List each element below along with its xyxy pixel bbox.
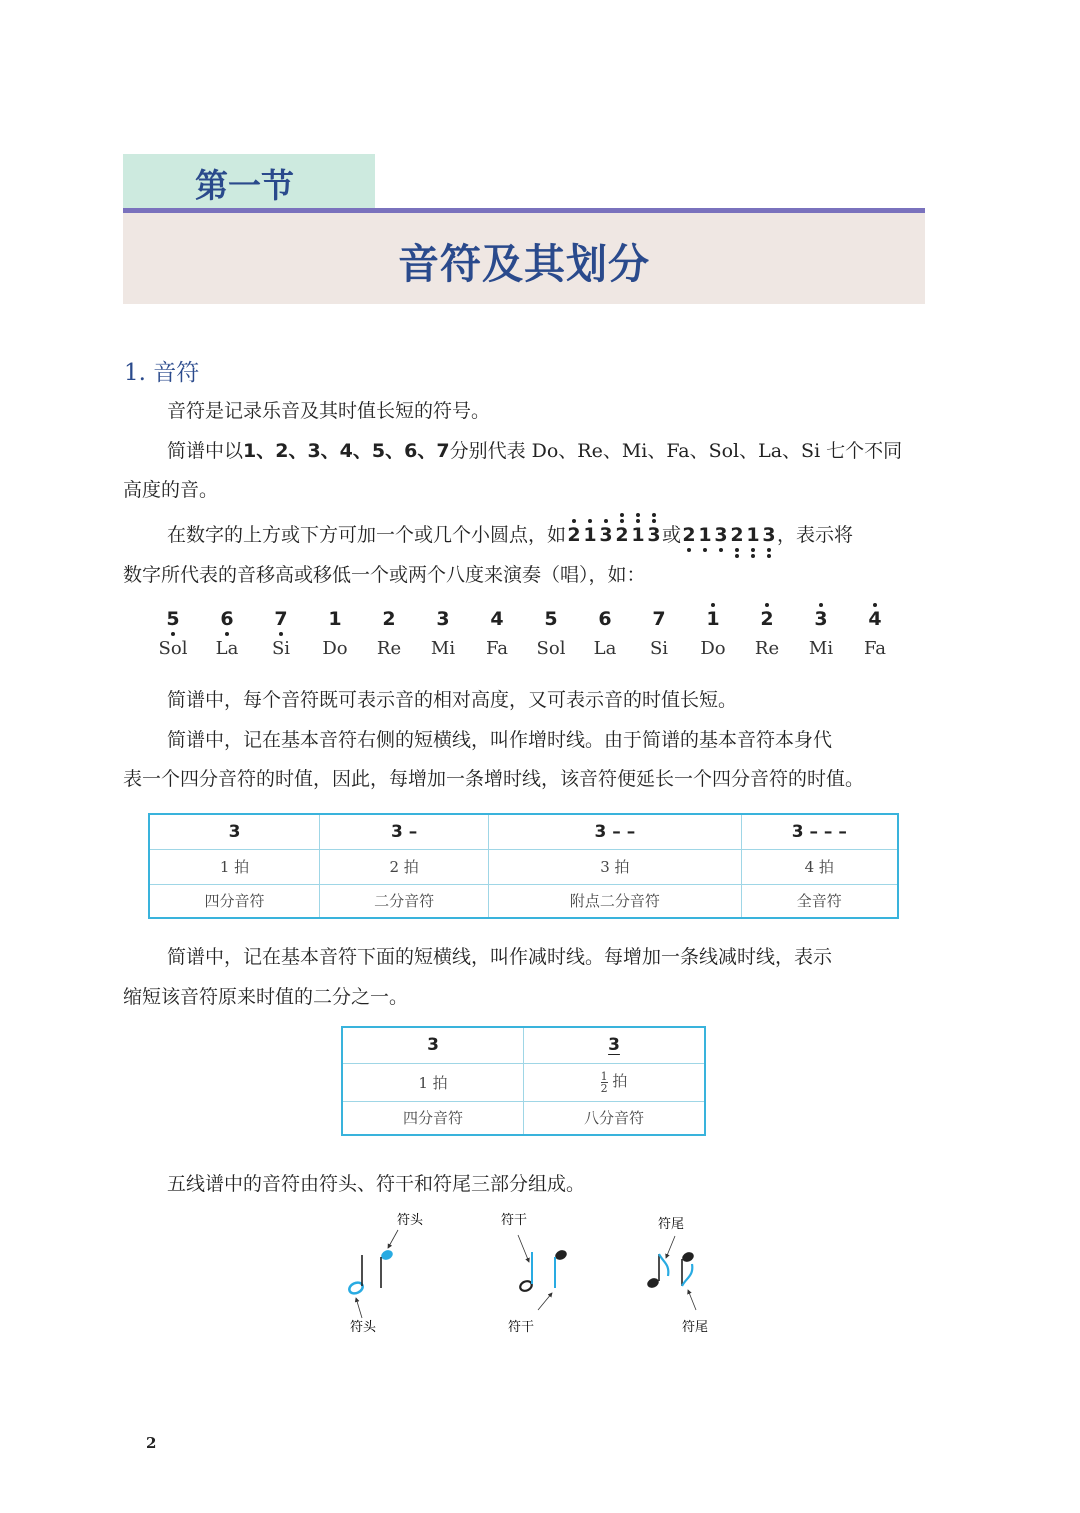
octave-dot [652, 513, 656, 517]
pointer-arrow [538, 1293, 552, 1310]
jianpu-digits: 1、2、3、4、5、6、7 [243, 440, 450, 462]
label-stem: 符干 [501, 1213, 528, 1228]
jianpu-note: 4 [867, 606, 883, 632]
solfege-syllable: La [215, 638, 239, 659]
section-number: 第一节 [195, 166, 294, 205]
solfege-syllable: Fa [864, 638, 886, 659]
pointer-arrow [666, 1236, 675, 1258]
solfege-syllable: Si [649, 638, 669, 659]
jianpu-note: 3 [598, 522, 614, 548]
paragraph-5-cont: 表一个四分音符的时值，因此，每增加一条增时线，该音符便延长一个四分音符的时值。 [123, 768, 865, 790]
octave-dot [572, 519, 576, 523]
scale-note [740, 606, 794, 659]
scale-note [200, 606, 254, 659]
solfege-syllable: La [593, 638, 617, 659]
table-cell: 二分音符 [320, 884, 489, 918]
octave-dot [711, 603, 715, 607]
scale-note [686, 606, 740, 659]
scale-note [416, 606, 470, 659]
jianpu-note: 7 [273, 606, 289, 632]
label-note-head: 符头 [350, 1320, 377, 1335]
jianpu-note: 3 [761, 522, 777, 548]
table-cell: 3 [524, 1027, 706, 1063]
octave-dot [751, 554, 755, 558]
table-cell: 3 – – – [741, 814, 898, 849]
jianpu-note: 5 [544, 608, 558, 630]
solfege-syllable: Do [322, 638, 348, 659]
scale-note [362, 606, 416, 659]
paragraph-2-cont: 高度的音。 [123, 479, 219, 501]
scale-note [146, 606, 200, 659]
note-group-stems [501, 1213, 568, 1335]
octave-dot [765, 603, 769, 607]
octave-dot [735, 554, 739, 558]
scale-note [794, 606, 848, 659]
jianpu-note: 7 [652, 608, 666, 630]
table-cell: 3 – – [489, 814, 741, 849]
table-cell: 3 [342, 1027, 524, 1063]
octave-dot [636, 513, 640, 517]
table-cell: 4 拍 [741, 849, 898, 884]
scale-note [254, 606, 308, 659]
octave-dot [703, 548, 707, 552]
jianpu-note: 3 [713, 522, 729, 548]
jianpu-note: 3 [646, 522, 662, 548]
jianpu-note: 1 [582, 522, 598, 548]
solfege-syllable: Si [271, 638, 291, 659]
jianpu-note: 2 [382, 608, 396, 630]
label-flag: 符尾 [682, 1320, 709, 1335]
section-number-tab [123, 154, 375, 209]
paragraph-1: 音符是记录乐音及其时值长短的符号。 [167, 400, 491, 422]
jianpu-note: 1 [697, 522, 713, 548]
octave-dot [588, 519, 592, 523]
solfege-syllable: Sol [536, 638, 566, 659]
note-flag [659, 1254, 668, 1276]
octave-dot [687, 548, 691, 552]
jianpu-note: 3 [813, 606, 829, 632]
octave-dot [171, 632, 175, 636]
octave-dot [604, 519, 608, 523]
heading: 1. 音符 [124, 360, 200, 386]
label-flag: 符尾 [658, 1217, 685, 1232]
pointer-arrow [688, 1290, 696, 1310]
table-cell: 3 拍 [489, 849, 741, 884]
octave-dot [873, 603, 877, 607]
paragraph-6-cont: 缩短该音符原来时值的二分之一。 [123, 986, 409, 1008]
table-cell: 1 拍 [149, 849, 320, 884]
octave-dot [636, 519, 640, 523]
scale-note [308, 606, 362, 659]
jianpu-note: 1 [630, 522, 646, 548]
jianpu-note: 2 [729, 522, 745, 548]
octave-dot [225, 632, 229, 636]
pointer-arrow [356, 1298, 362, 1318]
jianpu-note: 2 [614, 522, 630, 548]
scale-note [848, 606, 902, 659]
page-number: 2 [146, 1434, 157, 1452]
jianpu-note: 6 [598, 608, 612, 630]
paragraph-2: 简谱中以1、2、3、4、5、6、7分别代表 Do、Re、Mi、Fa、Sol、La、Si 七个不同 [167, 440, 903, 462]
solfege-syllable: Sol [158, 638, 188, 659]
octave-dot [751, 548, 755, 552]
table-cell: 附点二分音符 [489, 884, 741, 918]
scale-note [632, 606, 686, 659]
octave-dot [735, 548, 739, 552]
paragraph-3-cont: 数字所代表的音移高或移低一个或两个八度来演奏（唱），如： [123, 564, 646, 586]
octave-dot [719, 548, 723, 552]
table-cell: 3 – [320, 814, 489, 849]
jianpu-note: 5 [165, 606, 181, 632]
dotted-below-examples [681, 524, 777, 546]
solfege-syllable: Do [700, 638, 726, 659]
eighth-note-head [646, 1276, 661, 1289]
quarter-note-head [380, 1248, 395, 1261]
jianpu-note: 1 [745, 522, 761, 548]
section-title-band [123, 213, 925, 304]
pointer-arrow [518, 1235, 529, 1262]
solfege-syllable: Re [376, 638, 402, 659]
table-cell: 2 拍 [320, 849, 489, 884]
paragraph-5: 简谱中，记在基本音符右侧的短横线，叫作增时线。由于简谱的基本音符本身代 [167, 729, 833, 751]
reduction-line-table [341, 1026, 706, 1136]
eighth-note-head [681, 1250, 696, 1263]
jianpu-note: 2 [759, 606, 775, 632]
note-anatomy-diagram [320, 1200, 740, 1340]
table-cell: 四分音符 [149, 884, 320, 918]
octave-dot [767, 548, 771, 552]
extension-line-table [148, 813, 899, 919]
paragraph-4: 简谱中，每个音符既可表示音的相对高度，又可表示音的时值长短。 [167, 689, 738, 711]
label-stem: 符干 [508, 1320, 535, 1335]
note-flag [682, 1264, 692, 1286]
table-cell: 四分音符 [342, 1101, 524, 1135]
jianpu-note: 2 [566, 522, 582, 548]
solfege-syllable: Mi [430, 638, 456, 659]
jianpu-note: 6 [219, 606, 235, 632]
jianpu-note: 4 [490, 608, 504, 630]
octave-dot [279, 632, 283, 636]
table-cell: 八分音符 [524, 1101, 706, 1135]
note-group-heads [348, 1212, 424, 1335]
solfege-syllable: Fa [486, 638, 508, 659]
jianpu-note: 2 [681, 522, 697, 548]
jianpu-note: 1 [705, 606, 721, 632]
paragraph-7: 五线谱中的音符由符头、符干和符尾三部分组成。 [167, 1173, 586, 1195]
paragraph-3: 在数字的上方或下方可加一个或几个小圆点，如2 1 3 2 1 3 或2 1 3 2 1 3 ，表示将 [167, 522, 853, 548]
section-title: 音符及其划分 [398, 240, 650, 288]
solfege-syllable: Re [754, 638, 780, 659]
octave-dot [620, 513, 624, 517]
jianpu-note: 3 [436, 608, 450, 630]
fraction: $\frac{1}{2}$ [600, 1069, 608, 1095]
pointer-arrow [388, 1230, 398, 1248]
scale-note [470, 606, 524, 659]
octave-dot [652, 519, 656, 523]
table-cell: $\frac{1}{2}$ 拍 [524, 1063, 706, 1101]
octave-dot [819, 603, 823, 607]
note-group-flags [646, 1217, 708, 1335]
scale-example [146, 606, 906, 666]
scale-note [578, 606, 632, 659]
label-note-head: 符头 [397, 1213, 424, 1228]
table-cell: 1 拍 [342, 1063, 524, 1101]
paragraph-6: 简谱中，记在基本音符下面的短横线，叫作减时线。每增加一条线减时线，表示 [167, 946, 833, 968]
table-cell: 全音符 [741, 884, 898, 918]
octave-dot [620, 519, 624, 523]
solfege-syllable: Mi [808, 638, 834, 659]
scale-note [524, 606, 578, 659]
jianpu-note: 1 [328, 608, 342, 630]
octave-dot [767, 554, 771, 558]
dotted-above-examples [566, 524, 662, 546]
table-cell: 3 [149, 814, 320, 849]
